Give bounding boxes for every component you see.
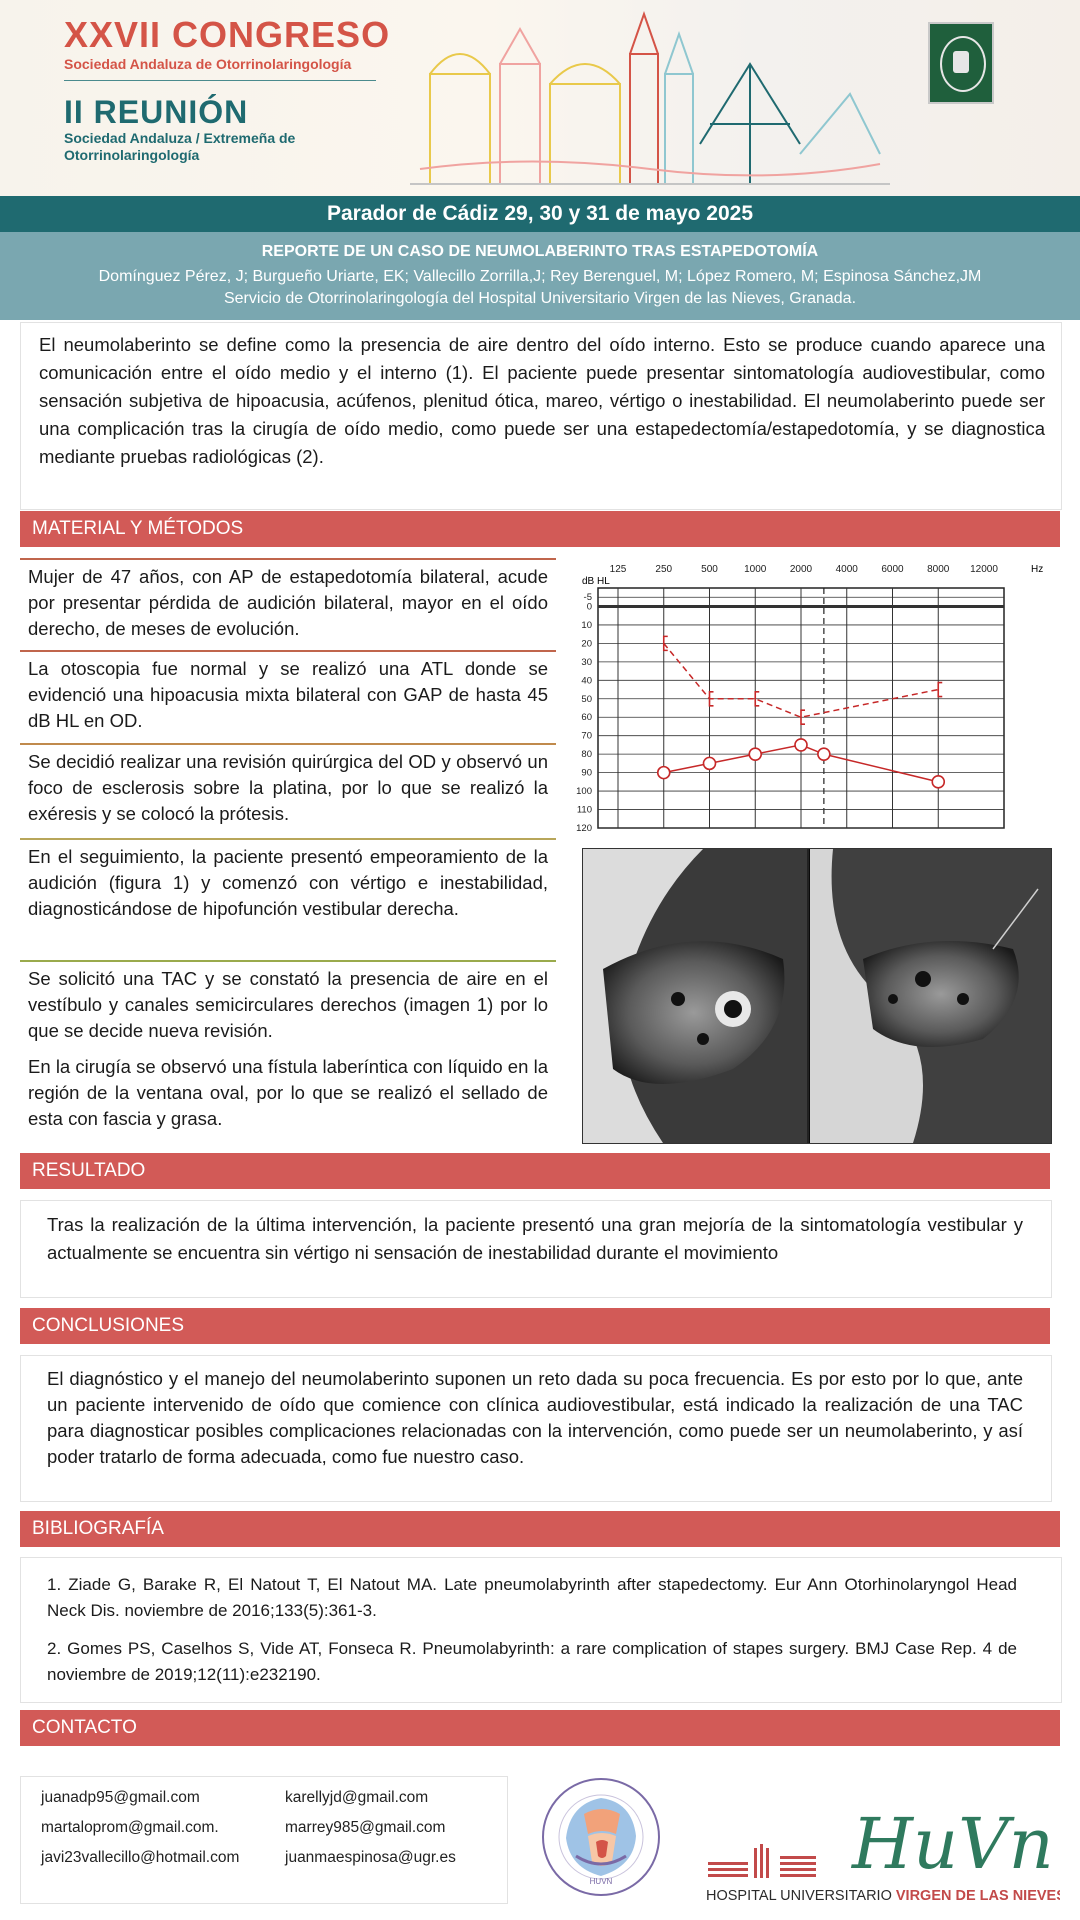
email-link[interactable]: javi23vallecillo@hotmail.com bbox=[41, 1849, 240, 1866]
case-divider bbox=[20, 558, 556, 560]
society-crest-logo bbox=[928, 22, 994, 104]
contact-emails-box bbox=[20, 1776, 508, 1904]
huvn-logo-mark bbox=[704, 1778, 1060, 1904]
frequency-unit-label: Hz bbox=[1031, 564, 1044, 575]
db-tick-label: 90 bbox=[581, 767, 592, 779]
frequency-labels bbox=[610, 564, 999, 575]
frequency-tick-label: 6000 bbox=[881, 564, 904, 575]
db-tick-label: 40 bbox=[581, 675, 592, 687]
conclusiones-box bbox=[20, 1355, 1052, 1502]
congress-title: XXVII CONGRESO bbox=[64, 14, 391, 55]
frequency-tick-label: 2000 bbox=[789, 564, 813, 575]
db-tick-label: 60 bbox=[581, 712, 592, 724]
case-text: La otoscopia fue normal y se realizó una ATL donde se evidenció una hipoacusia mixta bilateral con GAP de hasta 45 dB HL en OD. bbox=[28, 658, 548, 731]
conclusiones-text: El diagnóstico y el manejo del neumolaberinto suponen un reto dada su poca frecuencia. Es por esto por lo que, ante un paciente intervenido de oído que comience con clínica audiovestibular, está indicado la realización de una TAC para diagnosticar posibles complicaciones relacionadas con la intervención, como puede ser un neumolaberinto, y así poder tratarlo de forma adecuada, como fue nuestro caso. bbox=[47, 1368, 1023, 1467]
frequency-tick-label: 125 bbox=[609, 564, 627, 575]
air-conduction-marker bbox=[658, 767, 670, 779]
case-divider bbox=[20, 650, 556, 652]
case-paragraph-6 bbox=[20, 1052, 556, 1140]
header-divider bbox=[64, 80, 376, 81]
db-tick-label: -5 bbox=[583, 592, 592, 604]
db-tick-label: 80 bbox=[581, 749, 592, 761]
db-tick-label: 110 bbox=[576, 804, 592, 816]
case-divider bbox=[20, 838, 556, 840]
case-text: Se decidió realizar una revisión quirúrgica del OD y observó un foco de esclerosis sobre la platina, por lo que se realizó la exéresis y se colocó la prótesis. bbox=[28, 751, 548, 824]
audiogram-chart bbox=[576, 558, 1054, 842]
email-link[interactable]: juanmaespinosa@ugr.es bbox=[285, 1849, 456, 1866]
section-header-bibliografia: BIBLIOGRAFÍA bbox=[20, 1511, 1060, 1547]
section-header-conclusiones: CONCLUSIONES bbox=[20, 1308, 1050, 1344]
case-paragraph-5 bbox=[20, 964, 556, 1048]
case-text: Mujer de 47 años, con AP de estapedotomía bilateral, acude por presentar pérdida de audición bilateral, mayor en el oído derecho, de meses de evolución. bbox=[28, 566, 548, 639]
frequency-tick-label: 500 bbox=[701, 564, 718, 575]
resultado-box bbox=[20, 1200, 1052, 1298]
db-tick-label: 30 bbox=[581, 656, 592, 668]
air-conduction-marker bbox=[749, 748, 761, 760]
hospital-name: HOSPITAL UNIVERSITARIO VIRGEN DE LAS NIEVES bbox=[706, 1888, 1060, 1904]
email-link[interactable]: juanadp95@gmail.com bbox=[41, 1789, 200, 1806]
db-tick-label: 0 bbox=[586, 601, 592, 613]
email-link[interactable]: karellyjd@gmail.com bbox=[285, 1789, 429, 1806]
db-tick-label: 70 bbox=[581, 730, 592, 742]
cadiz-skyline-illustration bbox=[410, 4, 890, 194]
orl-department-logo bbox=[540, 1776, 662, 1898]
case-text: En el seguimiento, la paciente presentó empeoramiento de la audición (figura 1) y comenzó con vértigo e inestabilidad, diagnosticándose de hipofunción vestibular derecha. bbox=[28, 846, 548, 919]
meeting-title: II REUNIÓN bbox=[64, 94, 249, 130]
title-band bbox=[0, 232, 1080, 320]
society-name-2: Sociedad Andaluza / Extremeña de Otorrinolaringología bbox=[64, 130, 296, 163]
introduction-box bbox=[20, 322, 1062, 510]
db-tick-label: 50 bbox=[581, 693, 592, 705]
y-axis-label: dB HL bbox=[582, 576, 610, 587]
frequency-tick-label: 4000 bbox=[835, 564, 858, 575]
poster-header bbox=[0, 0, 1080, 196]
ct-scan-illustration bbox=[583, 849, 1051, 1143]
society-name: Sociedad Andaluza de Otorrinolaringología bbox=[64, 56, 352, 72]
crest-shield-icon bbox=[953, 51, 969, 73]
section-header-resultado: RESULTADO bbox=[20, 1153, 1050, 1189]
air-conduction-marker bbox=[932, 776, 944, 788]
case-paragraph-2 bbox=[20, 654, 556, 738]
case-text: En la cirugía se observó una fístula laberíntica con líquido en la región de la ventana oval, por lo que se realizó el sellado de esta con fascia y grasa. bbox=[28, 1056, 548, 1129]
audiogram-grid bbox=[598, 588, 1004, 828]
email-link[interactable]: martaloprom@gmail.com. bbox=[41, 1819, 219, 1836]
email-link[interactable]: marrey985@gmail.com bbox=[285, 1819, 446, 1836]
case-paragraph-4 bbox=[20, 842, 556, 954]
reference-2: 2. Gomes PS, Caselhos S, Vide AT, Fonseca R. Pneumolabyrinth: a rare complication of stapes surgery. BMJ Case Rep. 4 de noviembre de 2019;12(11):e232190. bbox=[47, 1639, 1017, 1684]
db-tick-label: 100 bbox=[576, 786, 592, 798]
db-tick-label: 120 bbox=[576, 823, 592, 834]
resultado-text: Tras la realización de la última intervención, la paciente presentó una gran mejoría de la sintomatología vestibular y actualmente se encuentra sin vértigo ni sensación de inestabilidad durante el movimiento bbox=[47, 1214, 1023, 1263]
case-text: Se solicitó una TAC y se constató la presencia de aire en el vestíbulo y canales semicirculares derechos (imagen 1) por lo que se decide nueva revisión. bbox=[28, 968, 548, 1041]
introduction-text: El neumolaberinto se define como la presencia de aire dentro del oído interno. Esto se produce cuando aparece una comunicación entre el oído medio y el interno (1). El paciente puede presentar sintomatología audiovestibular, como sensación subjetiva de hipoacusia, acúfenos, plenitud ótica, mareo, vértigo o inestabilidad. El neumolaberinto puede ser una complicación tras la cirugía de oído medio, como puede ser una estapedectomía/estapedotomía, y se diagnostica mediante pruebas radiológicas (2). bbox=[39, 334, 1045, 467]
orl-logo-label: HUVN bbox=[589, 1877, 613, 1886]
huvn-logo-text: HuVn bbox=[852, 1803, 1054, 1885]
db-tick-label: 10 bbox=[581, 619, 592, 631]
section-header-material-metodos: MATERIAL Y MÉTODOS bbox=[20, 511, 1060, 547]
frequency-tick-label: 12000 bbox=[970, 564, 998, 575]
db-tick-label: 20 bbox=[581, 638, 592, 650]
audiogram-figure bbox=[576, 558, 1054, 842]
frequency-tick-label: 8000 bbox=[927, 564, 950, 575]
case-paragraph-3 bbox=[20, 747, 556, 833]
section-header-contacto: CONTACTO bbox=[20, 1710, 1060, 1746]
case-divider bbox=[20, 743, 556, 745]
authors: Domínguez Pérez, J; Burgueño Uriarte, EK; Vallecillo Zorrilla,J; Rey Berenguel, M; López Romero, M; Espinosa Sánchez,JM bbox=[98, 268, 982, 285]
air-conduction-marker bbox=[704, 757, 716, 769]
air-conduction-marker bbox=[818, 748, 830, 760]
case-paragraph-1 bbox=[20, 562, 556, 646]
ct-scan-images bbox=[582, 848, 1052, 1144]
frequency-tick-label: 250 bbox=[655, 564, 673, 575]
venue-bar: Parador de Cádiz 29, 30 y 31 de mayo 2025 bbox=[0, 196, 1080, 232]
air-conduction-marker bbox=[795, 739, 807, 751]
db-labels bbox=[576, 592, 592, 834]
affiliation: Servicio de Otorrinolaringología del Hospital Universitario Virgen de las Nieves, Granada. bbox=[223, 290, 857, 307]
bibliografia-box bbox=[20, 1557, 1062, 1703]
frequency-tick-label: 1000 bbox=[744, 564, 767, 575]
case-divider bbox=[20, 960, 556, 962]
huvn-hospital-logo bbox=[704, 1778, 1060, 1904]
bone-conduction-marker bbox=[938, 683, 942, 697]
poster-title: REPORTE DE UN CASO DE NEUMOLABERINTO TRAS ESTAPEDOTOMÍA bbox=[261, 243, 819, 260]
reference-1: 1. Ziade G, Barake R, El Natout T, El Natout MA. Late pneumolabyrinth after stapedectomy. Eur Ann Otorhinolaryngol Head Neck Dis. noviembre de 2016;133(5):361-3. bbox=[47, 1575, 1017, 1620]
